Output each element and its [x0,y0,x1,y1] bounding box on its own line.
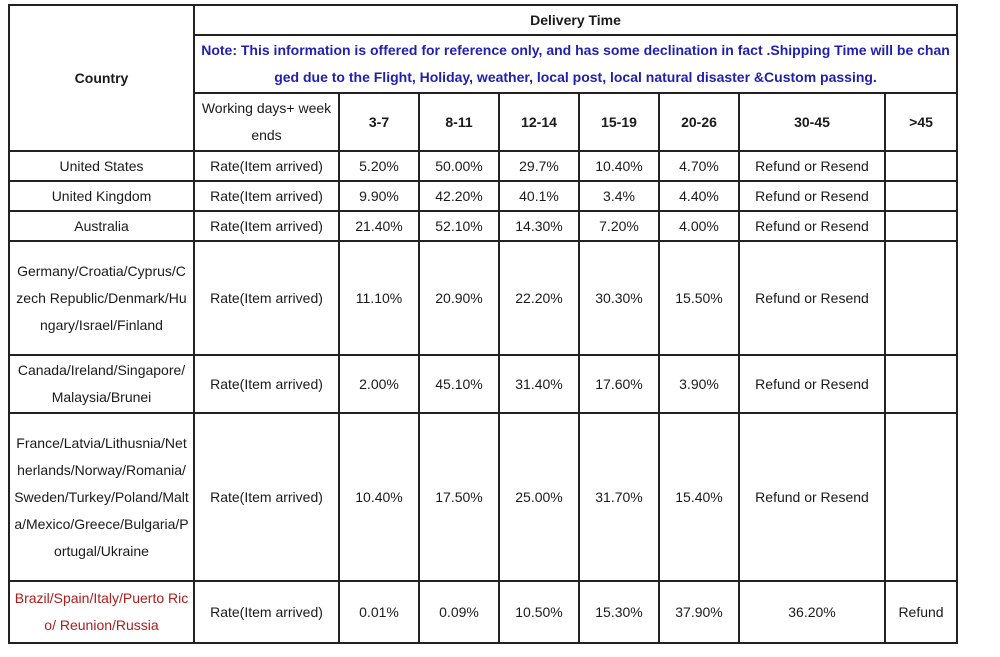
rate-label: Rate(Item arrived) [194,413,339,581]
table-row [9,413,957,581]
delivery-time-table [8,4,958,644]
value-cell: 22.20% [499,241,579,355]
value-cell: 15.30% [579,581,659,643]
value-cell: 31.40% [499,355,579,413]
value-cell: 20.90% [419,241,499,355]
value-cell: Refund or Resend [739,355,885,413]
table-row [9,151,957,181]
rate-label: Rate(Item arrived) [194,211,339,241]
country-cell: United Kingdom [9,181,194,211]
value-cell: 7.20% [579,211,659,241]
value-cell: 17.50% [419,413,499,581]
value-cell: Refund or Resend [739,413,885,581]
range-header: 20-26 [659,93,739,151]
value-cell [885,151,957,181]
value-cell: 21.40% [339,211,419,241]
table-row [9,241,957,355]
range-header: >45 [885,93,957,151]
rate-label: Rate(Item arrived) [194,355,339,413]
range-header: 30-45 [739,93,885,151]
value-cell: 45.10% [419,355,499,413]
working-days-header: Working days+ weekends [194,93,339,151]
value-cell: Refund or Resend [739,211,885,241]
value-cell: 36.20% [739,581,885,643]
value-cell: 4.70% [659,151,739,181]
range-header: 8-11 [419,93,499,151]
country-cell: Canada/Ireland/Singapore/Malaysia/Brunei [9,355,194,413]
country-cell: United States [9,151,194,181]
table-row [9,181,957,211]
value-cell: 4.40% [659,181,739,211]
value-cell: 3.90% [659,355,739,413]
value-cell: 52.10% [419,211,499,241]
value-cell: 2.00% [339,355,419,413]
rate-label: Rate(Item arrived) [194,181,339,211]
value-cell: 10.40% [579,151,659,181]
delivery-time-header: Delivery Time [194,5,957,35]
country-header: Country [9,5,194,151]
table-row [9,211,957,241]
value-cell: Refund or Resend [739,151,885,181]
value-cell: Refund or Resend [739,241,885,355]
value-cell: 29.7% [499,151,579,181]
value-cell: 50.00% [419,151,499,181]
value-cell [885,181,957,211]
rate-label: Rate(Item arrived) [194,151,339,181]
value-cell [885,355,957,413]
value-cell: 31.70% [579,413,659,581]
value-cell: 37.90% [659,581,739,643]
country-cell: France/Latvia/Lithusnia/Netherlands/Norway/Romania/Sweden/Turkey/Poland/Malta/Mexico/Greece/Bulgaria/Portugal/Ukraine [9,413,194,581]
range-header: 12-14 [499,93,579,151]
value-cell: 25.00% [499,413,579,581]
rate-label: Rate(Item arrived) [194,241,339,355]
country-cell: Germany/Croatia/Cyprus/Czech Republic/Denmark/Hungary/Israel/Finland [9,241,194,355]
value-cell: 9.90% [339,181,419,211]
value-cell: 14.30% [499,211,579,241]
value-cell: 10.50% [499,581,579,643]
value-cell: 0.01% [339,581,419,643]
value-cell [885,241,957,355]
range-header: 3-7 [339,93,419,151]
table-row [9,581,957,643]
value-cell: 3.4% [579,181,659,211]
value-cell [885,413,957,581]
value-cell: 0.09% [419,581,499,643]
value-cell: 40.1% [499,181,579,211]
value-cell: 17.60% [579,355,659,413]
value-cell: 15.50% [659,241,739,355]
country-cell: Australia [9,211,194,241]
value-cell [885,211,957,241]
value-cell: 4.00% [659,211,739,241]
value-cell: 42.20% [419,181,499,211]
range-header: 15-19 [579,93,659,151]
value-cell: 15.40% [659,413,739,581]
shipping-note: Note: This information is offered for reference only, and has some declination in fact .Shipping Time will be changed due to the Flight, Holiday, weather, local post, local natural disaster &Custom passing. [194,35,957,93]
value-cell: 5.20% [339,151,419,181]
table-row [9,355,957,413]
rate-label: Rate(Item arrived) [194,581,339,643]
value-cell: Refund [885,581,957,643]
value-cell: Refund or Resend [739,181,885,211]
value-cell: 10.40% [339,413,419,581]
value-cell: 11.10% [339,241,419,355]
country-cell-highlight: Brazil/Spain/Italy/Puerto Rico/ Reunion/Russia [9,581,194,643]
value-cell: 30.30% [579,241,659,355]
